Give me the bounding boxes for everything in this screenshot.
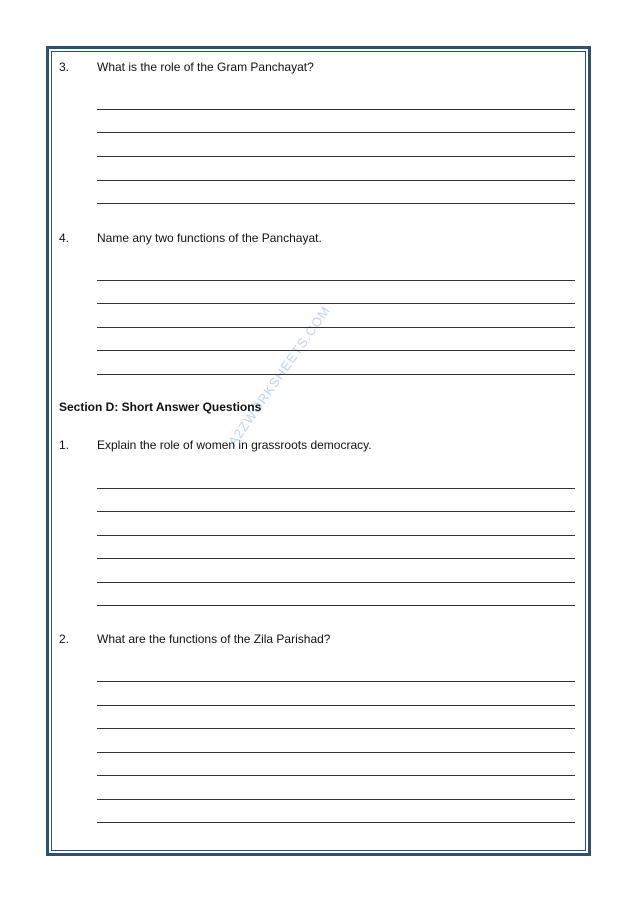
answer-line[interactable] (97, 822, 575, 823)
answer-line[interactable] (97, 180, 575, 181)
question-number: 4. (59, 231, 70, 245)
answer-line[interactable] (97, 109, 575, 110)
answer-line[interactable] (97, 350, 575, 351)
answer-line[interactable] (97, 558, 575, 559)
answer-line[interactable] (97, 488, 575, 489)
answer-line[interactable] (97, 582, 575, 583)
question-number: 3. (59, 60, 70, 74)
answer-line[interactable] (97, 280, 575, 281)
answer-line[interactable] (97, 303, 575, 304)
section-title: Section D: Short Answer Questions (59, 400, 262, 414)
answer-line[interactable] (97, 156, 575, 157)
question-text: What are the functions of the Zila Parishad? (97, 632, 331, 646)
answer-line[interactable] (97, 799, 575, 800)
answer-line[interactable] (97, 374, 575, 375)
answer-line[interactable] (97, 728, 575, 729)
answer-line[interactable] (97, 681, 575, 682)
answer-line[interactable] (97, 752, 575, 753)
answer-line[interactable] (97, 203, 575, 204)
answer-line[interactable] (97, 705, 575, 706)
question-text: Name any two functions of the Panchayat. (97, 231, 322, 245)
watermark: A2ZWORKSHEETS.COM (225, 302, 334, 449)
answer-line[interactable] (97, 327, 575, 328)
question-number: 2. (59, 632, 70, 646)
question-text: What is the role of the Gram Panchayat? (97, 60, 314, 74)
question-number: 1. (59, 438, 70, 452)
answer-line[interactable] (97, 132, 575, 133)
answer-line[interactable] (97, 511, 575, 512)
answer-line[interactable] (97, 605, 575, 606)
question-text: Explain the role of women in grassroots democracy. (97, 438, 372, 452)
answer-line[interactable] (97, 775, 575, 776)
answer-line[interactable] (97, 535, 575, 536)
